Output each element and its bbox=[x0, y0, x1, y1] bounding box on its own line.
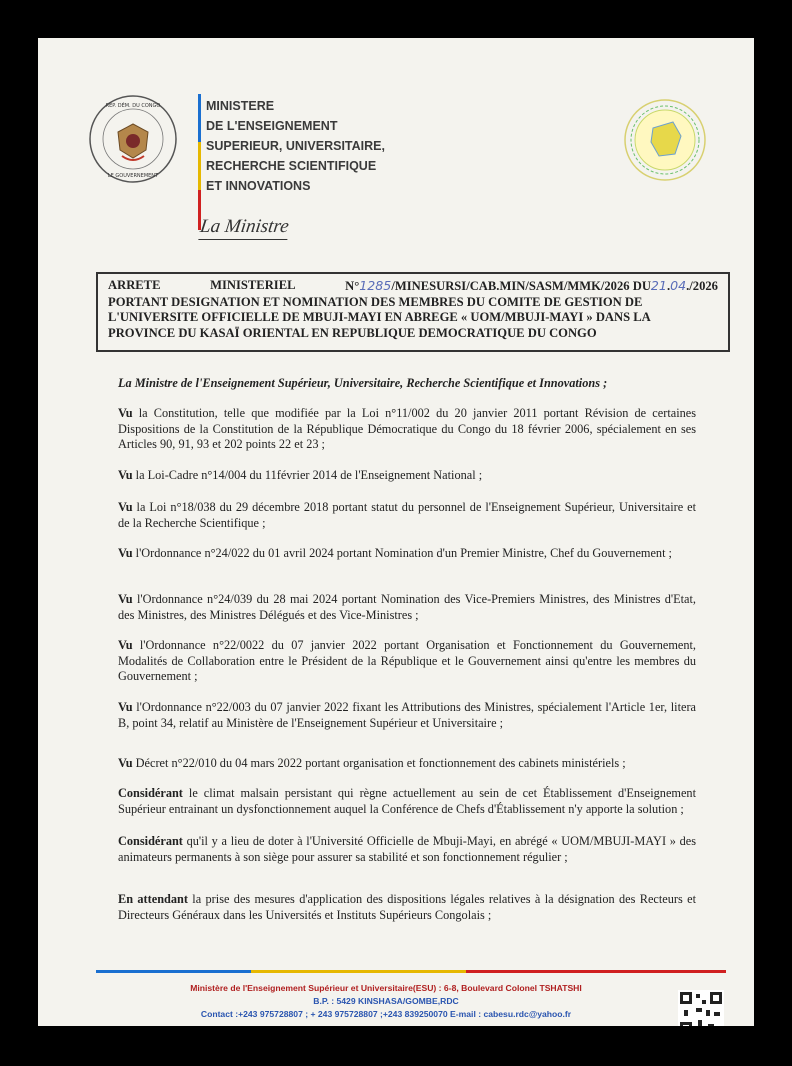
esu-logo-icon bbox=[623, 98, 708, 183]
svg-text:RÉP. DÉM. DU CONGO: RÉP. DÉM. DU CONGO bbox=[105, 103, 161, 109]
ministry-line: RECHERCHE SCIENTIFIQUE bbox=[206, 159, 377, 173]
decree-number: N°1285/MINESURSI/CAB.MIN/SASM/MMK/2026 DU21.04./2026 bbox=[345, 278, 718, 293]
title-line-4: PROVINCE DU KASAÏ ORIENTAL EN REPUBLIQUE DEMOCRATIQUE DU CONGO bbox=[108, 325, 597, 340]
republic-seal-icon bbox=[88, 94, 178, 184]
qr-code-icon bbox=[678, 990, 724, 1026]
paragraph: Vu l'Ordonnance n°22/0022 du 07 janvier 2022 portant Organisation et Fonctionnement du Gouvernement, Modalités de Collaboration entre le Président de la République et le Gouvernement ainsi qu'entre les membres du Gouvernement ; bbox=[118, 638, 696, 684]
handwritten-number: 1285 bbox=[359, 278, 392, 293]
title-word: MINISTERIEL bbox=[210, 278, 296, 292]
paragraph: Considérant qu'il y a lieu de doter à l'Université Officielle de Mbuji-Mayi, en abrégé « UOM/MBUJI-MAYI » des animateurs permanents à son siège pour assurer sa stabilité et son fonctionnement régulier ; bbox=[118, 834, 696, 864]
ministry-name bbox=[206, 96, 466, 196]
footer-bar-yellow bbox=[251, 970, 466, 973]
paragraph: Vu la Loi-Cadre n°14/004 du 11février 2014 de l'Enseignement National ; bbox=[118, 468, 483, 482]
footer-line: B.P. : 5429 KINSHASA/GOMBE,RDC bbox=[313, 996, 459, 1006]
title-word: ARRETE bbox=[108, 278, 161, 292]
paragraph: Vu Décret n°22/010 du 04 mars 2022 portant organisation et fonctionnement des cabinets ministériels ; bbox=[118, 756, 626, 770]
paragraph: Vu l'Ordonnance n°24/039 du 28 mai 2024 portant Nomination des Vice-Premiers Ministres, des Ministres d'Etat, des Ministres, des Ministres Délégués et des Vice-Ministres ; bbox=[118, 592, 696, 622]
paragraph: En attendant la prise des mesures d'application des dispositions légales relatives à la désignation des Recteurs et Directeurs Généraux dans les Universités et Instituts Supérieurs Congolais ; bbox=[118, 892, 696, 922]
paragraph: Vu l'Ordonnance n°24/022 du 01 avril 2024 portant Nomination d'un Premier Ministre, Chef du Gouvernement ; bbox=[118, 546, 672, 560]
handwritten-day: 21 bbox=[650, 278, 667, 293]
ministry-line: MINISTERE bbox=[206, 99, 275, 113]
handwritten-month: 04 bbox=[670, 278, 687, 293]
footer-address bbox=[96, 982, 676, 1021]
signature-title: La Ministre bbox=[198, 216, 290, 240]
ministry-line: DE L'ENSEIGNEMENT bbox=[206, 119, 338, 133]
document-page bbox=[38, 38, 754, 1026]
svg-text:LE GOUVERNEMENT: LE GOUVERNEMENT bbox=[107, 173, 159, 179]
paragraph: Vu la Loi n°18/038 du 29 décembre 2018 portant statut du personnel de l'Enseignement Supérieur, Universitaire et de la Recherche Scientifique ; bbox=[118, 500, 696, 530]
footer-line: Ministère de l'Enseignement Supérieur et Universitaire(ESU) : 6-8, Boulevard Colonel TSHATSHI bbox=[190, 983, 582, 993]
ministry-line: ET INNOVATIONS bbox=[206, 179, 311, 193]
decree-title-box bbox=[96, 272, 730, 352]
title-line-1 bbox=[108, 278, 718, 295]
paragraph: Vu la Constitution, telle que modifiée par la Loi n°11/002 du 20 janvier 2011 portant Révision de certaines Dispositions de la Constitution de la République Démocratique du Congo du 18 février 2006, spécialement en ses Articles 90, 91, 93 et 202 points 22 et 23 ; bbox=[118, 406, 696, 452]
footer-line: Contact :+243 975728807 ; + 243 975728807 ;+243 839250070 E-mail : cabesu.rdc@yahoo.fr bbox=[200, 1009, 572, 1019]
ministry-line: SUPERIEUR, UNIVERSITAIRE, bbox=[206, 139, 385, 153]
preamble: La Ministre de l'Enseignement Supérieur, Universitaire, Recherche Scientifique et Innovations ; bbox=[118, 376, 608, 390]
title-line-3: L'UNIVERSITE OFFICIELLE DE MBUJI-MAYI EN ABREGE « UOM/MBUJI-MAYI » DANS LA bbox=[108, 310, 651, 324]
flag-bar-yellow bbox=[198, 142, 201, 190]
footer-bar-blue bbox=[96, 970, 251, 973]
flag-bar-blue bbox=[198, 94, 201, 142]
footer-bar-red bbox=[466, 970, 726, 973]
paragraph: Vu l'Ordonnance n°22/003 du 07 janvier 2022 fixant les Attributions des Ministres, spécialement l'Article 1er, litera B, point 34, relatif au Ministère de l'Enseignement Supérieur et Universitaire ; bbox=[118, 700, 696, 730]
title-line-2: PORTANT DESIGNATION ET NOMINATION DES MEMBRES DU COMITE DE GESTION DE bbox=[108, 294, 643, 309]
paragraph: Considérant le climat malsain persistant qui règne actuellement au sein de cet Établissement d'Enseignement Supérieur entrainant un dysfonctionnement auquel la Conférence de Chefs d'Établissement n'y apporte la solution ; bbox=[118, 786, 696, 816]
